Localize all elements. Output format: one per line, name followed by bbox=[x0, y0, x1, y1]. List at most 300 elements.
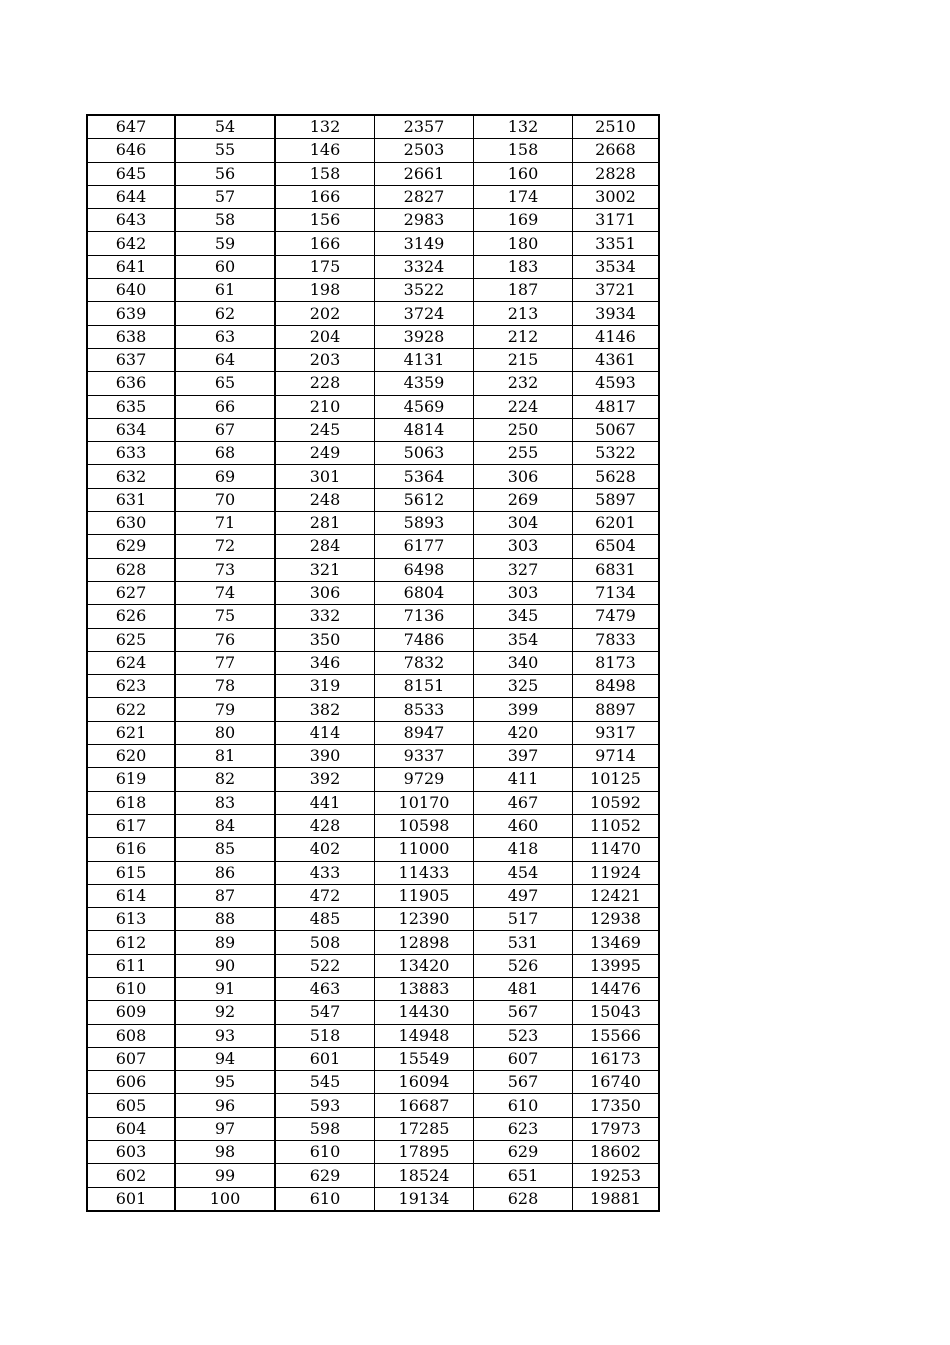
table-cell: 3171 bbox=[573, 209, 660, 232]
table-cell: 628 bbox=[87, 558, 175, 581]
table-cell: 17285 bbox=[375, 1117, 474, 1140]
table-cell: 14948 bbox=[375, 1024, 474, 1047]
table-cell: 4146 bbox=[573, 325, 660, 348]
table-cell: 74 bbox=[175, 581, 275, 604]
table-cell: 8947 bbox=[375, 721, 474, 744]
table-cell: 390 bbox=[275, 745, 375, 768]
table-cell: 14430 bbox=[375, 1001, 474, 1024]
table-cell: 428 bbox=[275, 814, 375, 837]
table-row bbox=[87, 931, 659, 954]
table-cell: 63 bbox=[175, 325, 275, 348]
table-cell: 203 bbox=[275, 348, 375, 371]
table-cell: 73 bbox=[175, 558, 275, 581]
table-cell: 304 bbox=[474, 512, 573, 535]
table-row bbox=[87, 535, 659, 558]
table-row bbox=[87, 232, 659, 255]
table-cell: 2510 bbox=[573, 115, 660, 139]
table-cell: 76 bbox=[175, 628, 275, 651]
table-cell: 303 bbox=[474, 581, 573, 604]
table-cell: 301 bbox=[275, 465, 375, 488]
table-cell: 255 bbox=[474, 442, 573, 465]
table-cell: 647 bbox=[87, 115, 175, 139]
table-cell: 345 bbox=[474, 605, 573, 628]
table-cell: 630 bbox=[87, 512, 175, 535]
table-cell: 610 bbox=[87, 977, 175, 1000]
table-cell: 3934 bbox=[573, 302, 660, 325]
table-cell: 166 bbox=[275, 185, 375, 208]
table-cell: 94 bbox=[175, 1047, 275, 1070]
table-row bbox=[87, 908, 659, 931]
table-cell: 441 bbox=[275, 791, 375, 814]
table-cell: 621 bbox=[87, 721, 175, 744]
table-cell: 523 bbox=[474, 1024, 573, 1047]
table-cell: 593 bbox=[275, 1094, 375, 1117]
table-cell: 56 bbox=[175, 162, 275, 185]
table-cell: 3351 bbox=[573, 232, 660, 255]
table-row bbox=[87, 185, 659, 208]
table-cell: 2503 bbox=[375, 139, 474, 162]
table-cell: 399 bbox=[474, 698, 573, 721]
table-cell: 204 bbox=[275, 325, 375, 348]
table-cell: 5322 bbox=[573, 442, 660, 465]
table-cell: 11470 bbox=[573, 838, 660, 861]
table-cell: 7134 bbox=[573, 581, 660, 604]
table-cell: 78 bbox=[175, 675, 275, 698]
table-cell: 284 bbox=[275, 535, 375, 558]
table-cell: 635 bbox=[87, 395, 175, 418]
table-cell: 3324 bbox=[375, 255, 474, 278]
table-cell: 485 bbox=[275, 908, 375, 931]
table-cell: 420 bbox=[474, 721, 573, 744]
table-cell: 522 bbox=[275, 954, 375, 977]
table-cell: 631 bbox=[87, 488, 175, 511]
table-cell: 6201 bbox=[573, 512, 660, 535]
table-cell: 616 bbox=[87, 838, 175, 861]
table-cell: 11000 bbox=[375, 838, 474, 861]
table-row bbox=[87, 139, 659, 162]
table-cell: 607 bbox=[474, 1047, 573, 1070]
table-cell: 249 bbox=[275, 442, 375, 465]
table-cell: 2357 bbox=[375, 115, 474, 139]
table-row bbox=[87, 162, 659, 185]
table-cell: 198 bbox=[275, 279, 375, 302]
table-row bbox=[87, 675, 659, 698]
table-cell: 645 bbox=[87, 162, 175, 185]
table-row bbox=[87, 279, 659, 302]
table-cell: 3721 bbox=[573, 279, 660, 302]
table-cell: 158 bbox=[474, 139, 573, 162]
table-cell: 100 bbox=[175, 1187, 275, 1211]
table-cell: 623 bbox=[474, 1117, 573, 1140]
table-row bbox=[87, 1094, 659, 1117]
table-cell: 7833 bbox=[573, 628, 660, 651]
table-row bbox=[87, 1047, 659, 1070]
table-cell: 10125 bbox=[573, 768, 660, 791]
table-cell: 606 bbox=[87, 1071, 175, 1094]
table-cell: 90 bbox=[175, 954, 275, 977]
table-row bbox=[87, 628, 659, 651]
table-cell: 2828 bbox=[573, 162, 660, 185]
table-cell: 202 bbox=[275, 302, 375, 325]
table-cell: 327 bbox=[474, 558, 573, 581]
table-row bbox=[87, 115, 659, 139]
table-cell: 6831 bbox=[573, 558, 660, 581]
table-cell: 15043 bbox=[573, 1001, 660, 1024]
table-cell: 632 bbox=[87, 465, 175, 488]
table-cell: 180 bbox=[474, 232, 573, 255]
table-row bbox=[87, 209, 659, 232]
table-cell: 5897 bbox=[573, 488, 660, 511]
table-cell: 160 bbox=[474, 162, 573, 185]
table-cell: 3522 bbox=[375, 279, 474, 302]
table-cell: 5063 bbox=[375, 442, 474, 465]
table-cell: 481 bbox=[474, 977, 573, 1000]
table-cell: 610 bbox=[275, 1187, 375, 1211]
table-cell: 65 bbox=[175, 372, 275, 395]
table-row bbox=[87, 581, 659, 604]
table-cell: 639 bbox=[87, 302, 175, 325]
table-cell: 5893 bbox=[375, 512, 474, 535]
table-cell: 8173 bbox=[573, 651, 660, 674]
table-cell: 623 bbox=[87, 675, 175, 698]
table-cell: 619 bbox=[87, 768, 175, 791]
table-cell: 608 bbox=[87, 1024, 175, 1047]
table-cell: 10592 bbox=[573, 791, 660, 814]
table-cell: 4131 bbox=[375, 348, 474, 371]
table-cell: 463 bbox=[275, 977, 375, 1000]
score-table bbox=[86, 114, 660, 1212]
table-cell: 340 bbox=[474, 651, 573, 674]
table-cell: 4361 bbox=[573, 348, 660, 371]
table-cell: 8897 bbox=[573, 698, 660, 721]
table-cell: 10170 bbox=[375, 791, 474, 814]
table-cell: 629 bbox=[87, 535, 175, 558]
table-cell: 71 bbox=[175, 512, 275, 535]
table-cell: 332 bbox=[275, 605, 375, 628]
table-cell: 93 bbox=[175, 1024, 275, 1047]
table-cell: 508 bbox=[275, 931, 375, 954]
table-row bbox=[87, 954, 659, 977]
table-cell: 13995 bbox=[573, 954, 660, 977]
table-cell: 16094 bbox=[375, 1071, 474, 1094]
table-cell: 54 bbox=[175, 115, 275, 139]
table-cell: 7486 bbox=[375, 628, 474, 651]
table-cell: 460 bbox=[474, 814, 573, 837]
table-cell: 17895 bbox=[375, 1141, 474, 1164]
table-cell: 636 bbox=[87, 372, 175, 395]
table-row bbox=[87, 1024, 659, 1047]
table-cell: 14476 bbox=[573, 977, 660, 1000]
table-cell: 4359 bbox=[375, 372, 474, 395]
table-cell: 610 bbox=[275, 1141, 375, 1164]
table-cell: 9337 bbox=[375, 745, 474, 768]
table-cell: 633 bbox=[87, 442, 175, 465]
table-cell: 4817 bbox=[573, 395, 660, 418]
table-row bbox=[87, 488, 659, 511]
table-cell: 397 bbox=[474, 745, 573, 768]
table-row bbox=[87, 1164, 659, 1187]
table-cell: 6504 bbox=[573, 535, 660, 558]
table-cell: 624 bbox=[87, 651, 175, 674]
table-cell: 433 bbox=[275, 861, 375, 884]
table-cell: 526 bbox=[474, 954, 573, 977]
table-cell: 626 bbox=[87, 605, 175, 628]
table-cell: 16740 bbox=[573, 1071, 660, 1094]
table-cell: 98 bbox=[175, 1141, 275, 1164]
table-cell: 64 bbox=[175, 348, 275, 371]
table-cell: 16173 bbox=[573, 1047, 660, 1070]
table-cell: 86 bbox=[175, 861, 275, 884]
table-cell: 3002 bbox=[573, 185, 660, 208]
table-cell: 617 bbox=[87, 814, 175, 837]
table-cell: 6804 bbox=[375, 581, 474, 604]
table-cell: 158 bbox=[275, 162, 375, 185]
table-cell: 472 bbox=[275, 884, 375, 907]
table-cell: 215 bbox=[474, 348, 573, 371]
table-cell: 187 bbox=[474, 279, 573, 302]
table-cell: 9729 bbox=[375, 768, 474, 791]
table-cell: 269 bbox=[474, 488, 573, 511]
table-cell: 637 bbox=[87, 348, 175, 371]
table-cell: 5364 bbox=[375, 465, 474, 488]
table-cell: 80 bbox=[175, 721, 275, 744]
table-cell: 2661 bbox=[375, 162, 474, 185]
table-row bbox=[87, 1071, 659, 1094]
table-cell: 91 bbox=[175, 977, 275, 1000]
table-cell: 16687 bbox=[375, 1094, 474, 1117]
table-cell: 59 bbox=[175, 232, 275, 255]
table-cell: 166 bbox=[275, 232, 375, 255]
table-row bbox=[87, 861, 659, 884]
table-cell: 248 bbox=[275, 488, 375, 511]
table-cell: 77 bbox=[175, 651, 275, 674]
table-row bbox=[87, 745, 659, 768]
table-cell: 18524 bbox=[375, 1164, 474, 1187]
table-cell: 68 bbox=[175, 442, 275, 465]
table-row bbox=[87, 395, 659, 418]
table-cell: 392 bbox=[275, 768, 375, 791]
table-cell: 11052 bbox=[573, 814, 660, 837]
table-cell: 6498 bbox=[375, 558, 474, 581]
table-row bbox=[87, 1001, 659, 1024]
table-cell: 414 bbox=[275, 721, 375, 744]
table-cell: 72 bbox=[175, 535, 275, 558]
table-cell: 517 bbox=[474, 908, 573, 931]
table-cell: 3149 bbox=[375, 232, 474, 255]
table-cell: 603 bbox=[87, 1141, 175, 1164]
table-cell: 96 bbox=[175, 1094, 275, 1117]
table-cell: 60 bbox=[175, 255, 275, 278]
table-cell: 618 bbox=[87, 791, 175, 814]
table-cell: 12898 bbox=[375, 931, 474, 954]
table-cell: 11905 bbox=[375, 884, 474, 907]
table-cell: 545 bbox=[275, 1071, 375, 1094]
table-row bbox=[87, 814, 659, 837]
table-cell: 6177 bbox=[375, 535, 474, 558]
table-cell: 605 bbox=[87, 1094, 175, 1117]
table-cell: 81 bbox=[175, 745, 275, 768]
table-cell: 628 bbox=[474, 1187, 573, 1211]
table-cell: 183 bbox=[474, 255, 573, 278]
table-cell: 2668 bbox=[573, 139, 660, 162]
table-cell: 321 bbox=[275, 558, 375, 581]
table-cell: 620 bbox=[87, 745, 175, 768]
table-cell: 174 bbox=[474, 185, 573, 208]
table-row bbox=[87, 442, 659, 465]
table-cell: 13420 bbox=[375, 954, 474, 977]
table-cell: 602 bbox=[87, 1164, 175, 1187]
table-cell: 245 bbox=[275, 418, 375, 441]
table-cell: 303 bbox=[474, 535, 573, 558]
table-cell: 132 bbox=[474, 115, 573, 139]
table-cell: 610 bbox=[474, 1094, 573, 1117]
table-row bbox=[87, 698, 659, 721]
table-cell: 5612 bbox=[375, 488, 474, 511]
table-cell: 346 bbox=[275, 651, 375, 674]
table-cell: 15549 bbox=[375, 1047, 474, 1070]
table-cell: 19881 bbox=[573, 1187, 660, 1211]
table-cell: 88 bbox=[175, 908, 275, 931]
table-cell: 634 bbox=[87, 418, 175, 441]
table-cell: 306 bbox=[474, 465, 573, 488]
table-cell: 169 bbox=[474, 209, 573, 232]
table-cell: 87 bbox=[175, 884, 275, 907]
table-cell: 250 bbox=[474, 418, 573, 441]
table-cell: 83 bbox=[175, 791, 275, 814]
table-row bbox=[87, 512, 659, 535]
table-cell: 12390 bbox=[375, 908, 474, 931]
table-cell: 325 bbox=[474, 675, 573, 698]
table-row bbox=[87, 465, 659, 488]
table-cell: 382 bbox=[275, 698, 375, 721]
table-cell: 8151 bbox=[375, 675, 474, 698]
table-cell: 79 bbox=[175, 698, 275, 721]
table-cell: 607 bbox=[87, 1047, 175, 1070]
table-cell: 84 bbox=[175, 814, 275, 837]
table-cell: 70 bbox=[175, 488, 275, 511]
table-cell: 547 bbox=[275, 1001, 375, 1024]
table-row bbox=[87, 1187, 659, 1211]
table-cell: 61 bbox=[175, 279, 275, 302]
table-cell: 467 bbox=[474, 791, 573, 814]
table-cell: 212 bbox=[474, 325, 573, 348]
table-cell: 213 bbox=[474, 302, 573, 325]
table-cell: 3724 bbox=[375, 302, 474, 325]
table-row bbox=[87, 768, 659, 791]
table-cell: 642 bbox=[87, 232, 175, 255]
table-cell: 350 bbox=[275, 628, 375, 651]
table-cell: 613 bbox=[87, 908, 175, 931]
table-cell: 85 bbox=[175, 838, 275, 861]
table-cell: 615 bbox=[87, 861, 175, 884]
table-row bbox=[87, 791, 659, 814]
table-row bbox=[87, 372, 659, 395]
table-cell: 11924 bbox=[573, 861, 660, 884]
table-cell: 354 bbox=[474, 628, 573, 651]
table-cell: 210 bbox=[275, 395, 375, 418]
table-cell: 11433 bbox=[375, 861, 474, 884]
table-row bbox=[87, 977, 659, 1000]
table-row bbox=[87, 302, 659, 325]
table-cell: 156 bbox=[275, 209, 375, 232]
table-row bbox=[87, 721, 659, 744]
table-cell: 627 bbox=[87, 581, 175, 604]
table-cell: 651 bbox=[474, 1164, 573, 1187]
table-cell: 497 bbox=[474, 884, 573, 907]
table-cell: 622 bbox=[87, 698, 175, 721]
table-cell: 67 bbox=[175, 418, 275, 441]
table-row bbox=[87, 1141, 659, 1164]
table-cell: 2983 bbox=[375, 209, 474, 232]
table-cell: 640 bbox=[87, 279, 175, 302]
table-cell: 232 bbox=[474, 372, 573, 395]
score-table-body bbox=[87, 115, 659, 1211]
table-cell: 17350 bbox=[573, 1094, 660, 1117]
table-cell: 604 bbox=[87, 1117, 175, 1140]
table-cell: 518 bbox=[275, 1024, 375, 1047]
table-row bbox=[87, 651, 659, 674]
table-cell: 15566 bbox=[573, 1024, 660, 1047]
table-cell: 66 bbox=[175, 395, 275, 418]
table-cell: 646 bbox=[87, 139, 175, 162]
table-cell: 609 bbox=[87, 1001, 175, 1024]
table-cell: 643 bbox=[87, 209, 175, 232]
table-cell: 567 bbox=[474, 1001, 573, 1024]
table-row bbox=[87, 838, 659, 861]
table-cell: 18602 bbox=[573, 1141, 660, 1164]
table-cell: 281 bbox=[275, 512, 375, 535]
table-cell: 10598 bbox=[375, 814, 474, 837]
table-cell: 75 bbox=[175, 605, 275, 628]
table-cell: 13883 bbox=[375, 977, 474, 1000]
table-cell: 69 bbox=[175, 465, 275, 488]
table-cell: 402 bbox=[275, 838, 375, 861]
table-cell: 12938 bbox=[573, 908, 660, 931]
table-row bbox=[87, 884, 659, 907]
table-cell: 644 bbox=[87, 185, 175, 208]
table-cell: 5067 bbox=[573, 418, 660, 441]
table-cell: 146 bbox=[275, 139, 375, 162]
table-cell: 4593 bbox=[573, 372, 660, 395]
table-row bbox=[87, 325, 659, 348]
table-cell: 62 bbox=[175, 302, 275, 325]
table-cell: 614 bbox=[87, 884, 175, 907]
table-row bbox=[87, 1117, 659, 1140]
table-cell: 625 bbox=[87, 628, 175, 651]
table-cell: 7479 bbox=[573, 605, 660, 628]
table-cell: 9714 bbox=[573, 745, 660, 768]
table-cell: 598 bbox=[275, 1117, 375, 1140]
table-cell: 411 bbox=[474, 768, 573, 791]
table-cell: 8533 bbox=[375, 698, 474, 721]
table-cell: 19134 bbox=[375, 1187, 474, 1211]
table-cell: 7136 bbox=[375, 605, 474, 628]
table-row bbox=[87, 255, 659, 278]
table-cell: 228 bbox=[275, 372, 375, 395]
table-cell: 3534 bbox=[573, 255, 660, 278]
table-cell: 306 bbox=[275, 581, 375, 604]
table-cell: 641 bbox=[87, 255, 175, 278]
table-cell: 89 bbox=[175, 931, 275, 954]
table-cell: 58 bbox=[175, 209, 275, 232]
table-cell: 612 bbox=[87, 931, 175, 954]
table-cell: 57 bbox=[175, 185, 275, 208]
table-row bbox=[87, 605, 659, 628]
table-cell: 132 bbox=[275, 115, 375, 139]
table-row bbox=[87, 348, 659, 371]
table-cell: 99 bbox=[175, 1164, 275, 1187]
table-cell: 92 bbox=[175, 1001, 275, 1024]
